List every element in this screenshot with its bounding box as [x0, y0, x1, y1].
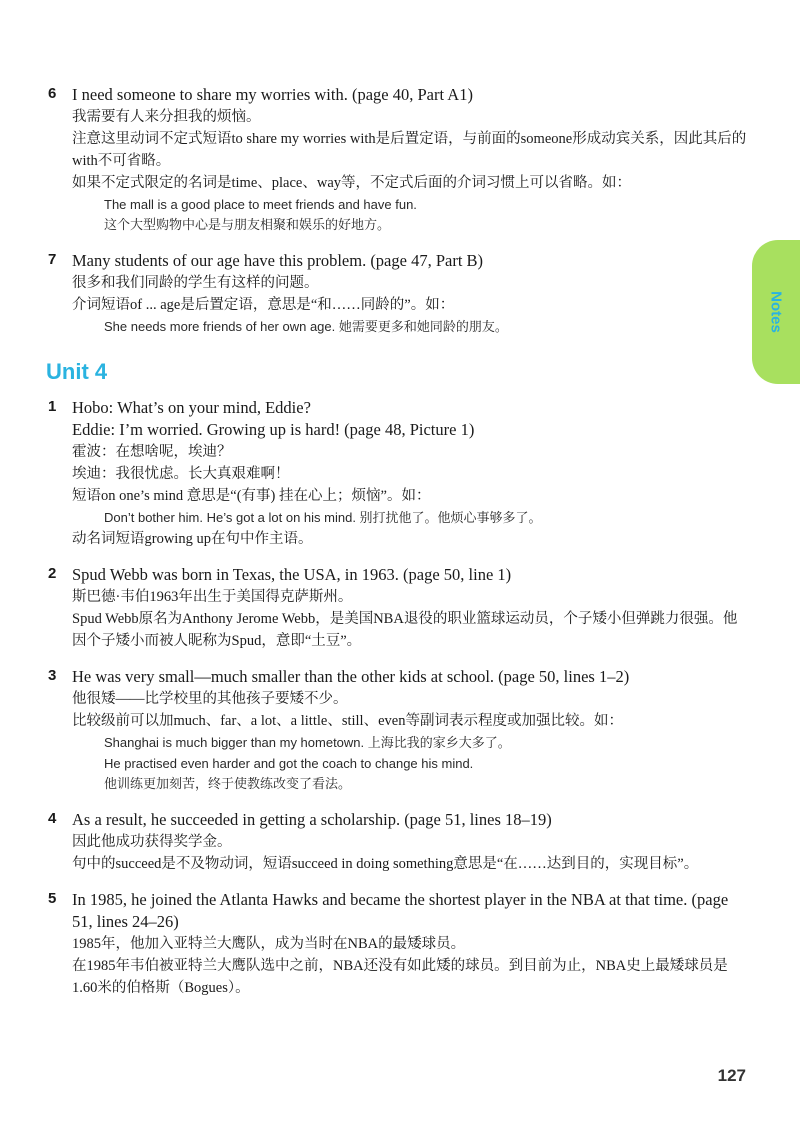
page-number: 127 [717, 1066, 746, 1085]
example-line: 他训练更加刻苦，终于使教练改变了看法。 [104, 777, 352, 792]
note-item [48, 84, 748, 236]
note-line: 句中的succeed是不及物动词，短语succeed in doing something意思是“在……达到目的，实现目标”。 [72, 856, 699, 872]
note-line: 我需要有人来分担我的烦恼。 [72, 109, 261, 125]
note-line: 霍波：在想啥呢，埃迪？ [72, 444, 232, 460]
note-number: 7 [48, 251, 57, 268]
note-number: 6 [48, 85, 57, 102]
note-item [48, 889, 748, 999]
page-content [48, 84, 748, 1013]
note-number: 3 [48, 667, 57, 684]
notes-list-b [48, 397, 748, 999]
example-line: He practised even harder and got the coach to change his mind. [104, 756, 474, 771]
note-line: 埃迪：我很忧虑。长大真艰难啊！ [72, 466, 290, 482]
note-line: 因此他成功获得奖学金。 [72, 834, 232, 850]
note-line: Hobo: What’s on your mind, Eddie? [72, 398, 311, 417]
note-item [48, 809, 748, 875]
example-line: She needs more friends of her own age. 她需要更多和她同龄的朋友。 [104, 319, 508, 334]
note-number: 2 [48, 565, 57, 582]
example-line: Don’t bother him. He’s got a lot on his mind. 别打扰他了。他烦心事够多了。 [104, 510, 542, 525]
example-line: 这个大型购物中心是与朋友相聚和娱乐的好地方。 [104, 218, 391, 233]
note-line: 短语on one’s mind 意思是“(有事) 挂在心上；烦恼”。如： [72, 488, 431, 504]
note-line: I need someone to share my worries with. (page 40, Part A1) [72, 85, 473, 104]
note-item [48, 397, 748, 550]
note-line: Spud Webb原名为Anthony Jerome Webb，是美国NBA退役的职业篮球运动员，个子矮小但弹跳力很强。他因个子矮小而被人昵称为Spud，意即“土豆”。 [72, 611, 738, 649]
note-line: 在1985年韦伯被亚特兰大鹰队选中之前，NBA还没有如此矮的球员。到目前为止，NBA史上最矮球员是1.60米的伯格斯（Bogues）。 [72, 958, 728, 996]
note-line: 介词短语of ... age是后置定语，意思是“和……同龄的”。如： [72, 297, 455, 313]
note-number: 1 [48, 398, 57, 415]
note-line: Spud Webb was born in Texas, the USA, in 1963. (page 50, line 1) [72, 565, 512, 584]
notes-tab-label: Notes [767, 291, 785, 333]
note-item [48, 564, 748, 652]
note-line: 很多和我们同龄的学生有这样的问题。 [72, 275, 319, 291]
note-item [48, 250, 748, 337]
note-line: 动名词短语growing up在句中作主语。 [72, 531, 313, 547]
unit-heading: Unit 4 [46, 359, 108, 384]
note-line: As a result, he succeeded in getting a scholarship. (page 51, lines 18–19) [72, 810, 552, 829]
notes-side-tab [752, 240, 800, 384]
example-line: The mall is a good place to meet friends and have fun. [104, 197, 417, 212]
note-line: He was very small—much smaller than the other kids at school. (page 50, lines 1–2) [72, 667, 630, 686]
note-line: 注意这里动词不定式短语to share my worries with是后置定语，与前面的someone形成动宾关系，因此其后的with不可省略。 [72, 131, 747, 169]
note-item [48, 666, 748, 795]
note-line: In 1985, he joined the Atlanta Hawks and became the shortest player in the NBA at that time. (page 51, lines 24–26) [72, 890, 729, 931]
note-number: 4 [48, 810, 57, 827]
note-line: Many students of our age have this problem. (page 47, Part B) [72, 251, 484, 270]
note-number: 5 [48, 890, 57, 907]
example-line: Shanghai is much bigger than my hometown. 上海比我的家乡大多了。 [104, 735, 511, 750]
note-line: Eddie: I’m worried. Growing up is hard! (page 48, Picture 1) [72, 420, 475, 439]
note-line: 比较级前可以加much、far、a lot、a little、still、even等副词表示程度或加强比较。如： [72, 713, 623, 729]
note-line: 他很矮——比学校里的其他孩子要矮不少。 [72, 691, 348, 707]
notes-list-a [48, 84, 748, 337]
note-line: 如果不定式限定的名词是time、place、way等，不定式后面的介词习惯上可以省略。如： [72, 175, 632, 191]
note-line: 斯巴德·韦伯1963年出生于美国得克萨斯州。 [72, 589, 353, 605]
note-line: 1985年，他加入亚特兰大鹰队，成为当时在NBA的最矮球员。 [72, 936, 466, 952]
